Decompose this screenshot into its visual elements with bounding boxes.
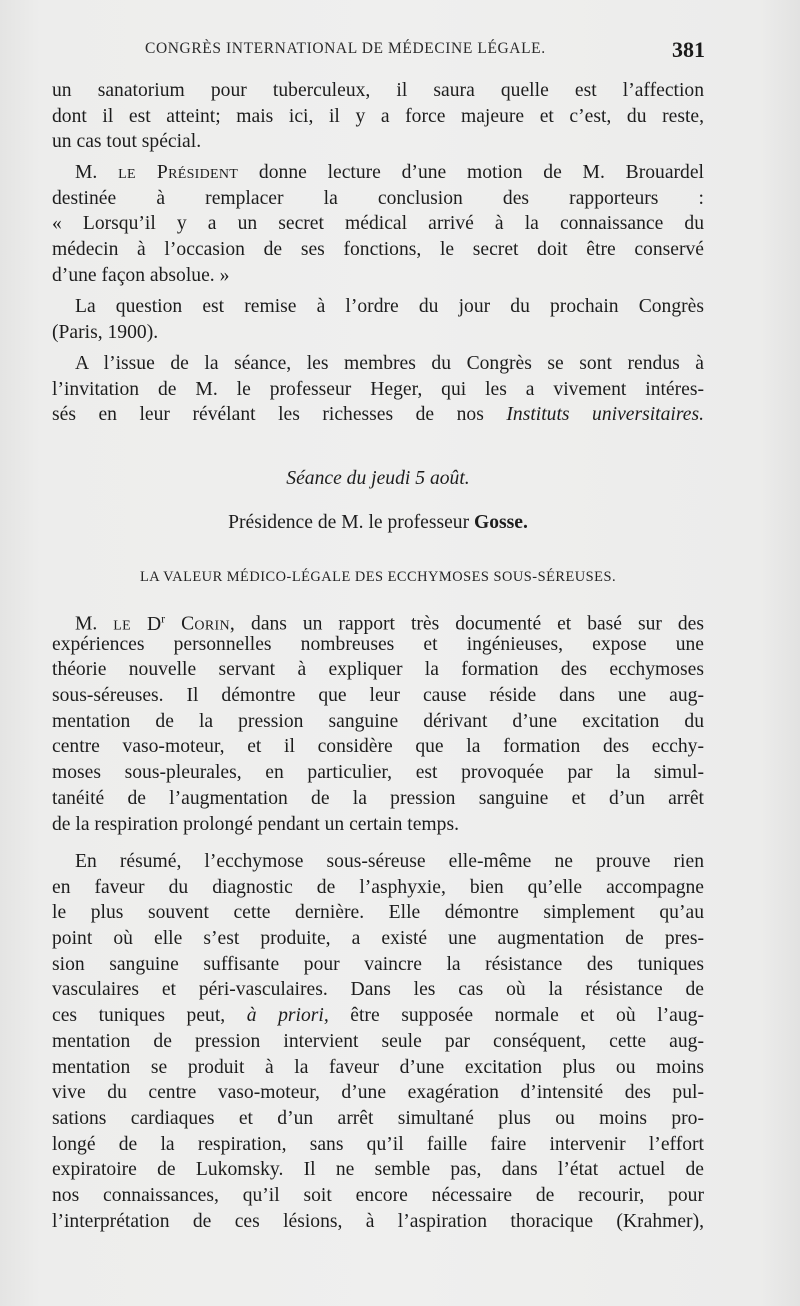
text-line: destinée à remplacer la conclusion des rapporteurs :: [52, 187, 704, 209]
italic-text: Instituts universitaires.: [506, 404, 704, 426]
text-line: En résumé, l’ecchymose sous-séreuse elle-même ne prouve rien: [75, 851, 704, 872]
page-number: 381: [672, 37, 705, 62]
text-line: A l’issue de la séance, les membres du Congrès se sont rendus à: [75, 353, 704, 374]
text-line: longé de la respiration, sans qu’il faille faire intervenir l’effort: [52, 1133, 704, 1155]
running-head: CONGRÈS INTERNATIONAL DE MÉDECINE LÉGALE.: [145, 40, 546, 57]
text-line: vasculaires et péri-vasculaires. Dans les cas où la résistance de: [52, 979, 704, 1001]
president-name: Gosse.: [474, 512, 528, 533]
text-line: La question est remise à l’ordre du jour du prochain Congrès: [75, 296, 704, 317]
session-title: Séance du jeudi 5 août.: [286, 468, 470, 489]
small-caps-text: le Président: [118, 162, 239, 183]
text-line: d’une façon absolue. »: [52, 264, 230, 286]
text-line: vive du centre vaso-moteur, d’une exagération d’intensité des pul-: [52, 1082, 704, 1104]
section-title: LA VALEUR MÉDICO-LÉGALE DES ECCHYMOSES SOUS-SÉREUSES.: [139, 569, 617, 585]
text-line: [52, 606, 704, 635]
text-line: centre vaso-moteur, et il considère que la formation des ecchy-: [52, 736, 704, 758]
text-line: l’invitation de M. le professeur Heger, qui les a vivement intéres-: [52, 378, 704, 400]
paragraph-3: [52, 294, 704, 345]
text-line: sous-séreuses. Il démontre que leur cause réside dans une aug-: [52, 685, 704, 707]
text-line: mentation de pression intervient seule par conséquent, cette aug-: [52, 1030, 704, 1052]
presidence-line: [52, 512, 704, 534]
text-line: sations cardiaques et d’un arrêt simultané plus ou moins pro-: [52, 1107, 704, 1129]
text-line: dont il est atteint; mais ici, il y a force majeure et c’est, du reste,: [52, 105, 704, 127]
text-line: [52, 160, 704, 186]
text-line: tanéité de l’augmentation de la pression sanguine et d’un arrêt: [52, 787, 704, 809]
text-line: un cas tout spécial.: [52, 131, 202, 153]
text-fragment: être supposée normale et où l’aug-: [350, 1005, 704, 1027]
text-line: mentation se produit à la faveur d’une excitation plus ou moins: [52, 1056, 704, 1078]
text-fragment: Présidence de M. le professeur: [228, 512, 470, 533]
paragraph-5: [52, 606, 704, 837]
paragraph-4: [52, 351, 704, 428]
text-line: en faveur du diagnostic de l’asphyxie, bien qu’elle accompagne: [52, 876, 704, 898]
text-fragment: D: [146, 613, 162, 635]
text-line: expiratoire de Lukomsky. Il ne semble pas, dans l’état actuel de: [52, 1159, 704, 1181]
italic-text: à priori,: [246, 1005, 329, 1027]
text-line: [52, 402, 704, 428]
text-fragment: donne lecture d’une motion de M. Brouardel: [258, 162, 704, 183]
text-line: l’interprétation de ces lésions, à l’aspiration thoracique (Krahmer),: [52, 1210, 704, 1232]
text-line: un sanatorium pour tuberculeux, il saura quelle est l’affection: [52, 80, 704, 101]
author-name: Corin,: [181, 613, 236, 635]
text-line: le plus souvent cette dernière. Elle démontre simplement qu’au: [52, 902, 704, 924]
text-line: expériences personnelles nombreuses et ingénieuses, expose une: [52, 633, 704, 655]
text-line: médecin à l’occasion de ses fonctions, le secret doit être conservé: [52, 239, 704, 261]
text-fragment: ces tuniques peut,: [52, 1005, 226, 1027]
text-line: sion sanguine suffisante pour vaincre la résistance des tuniques: [52, 953, 704, 975]
page-header: [145, 37, 705, 67]
text-fragment: dans un rapport très documenté et basé sur des: [251, 613, 704, 635]
text-fragment: M.: [75, 613, 98, 635]
paragraph-6: [52, 849, 704, 1234]
text-line: de la respiration prolongé pendant un certain temps.: [52, 813, 459, 835]
text-line: point où elle s’est produite, a existé une augmentation de pres-: [52, 928, 704, 950]
small-caps-text: le: [113, 613, 131, 635]
paragraph-2: [52, 160, 704, 288]
text-line: théorie nouvelle servant à expliquer la formation des ecchymoses: [52, 659, 704, 681]
text-line: (Paris, 1900).: [52, 321, 159, 343]
paragraph-1: [52, 78, 704, 155]
text-fragment: M.: [75, 162, 98, 183]
text-fragment: sés en leur révélant les richesses de nos: [52, 404, 484, 426]
text-line: « Lorsqu’il y a un secret médical arrivé à la connaissance du: [52, 213, 704, 235]
text-line: moses sous-pleurales, en particulier, est provoquée par la simul-: [52, 762, 704, 784]
text-line: [52, 1003, 704, 1029]
superscript: r: [161, 611, 166, 625]
text-line: nos connaissances, qu’il soit encore nécessaire de recourir, pour: [52, 1184, 704, 1206]
text-line: mentation de la pression sanguine dérivant d’une excitation du: [52, 710, 704, 732]
